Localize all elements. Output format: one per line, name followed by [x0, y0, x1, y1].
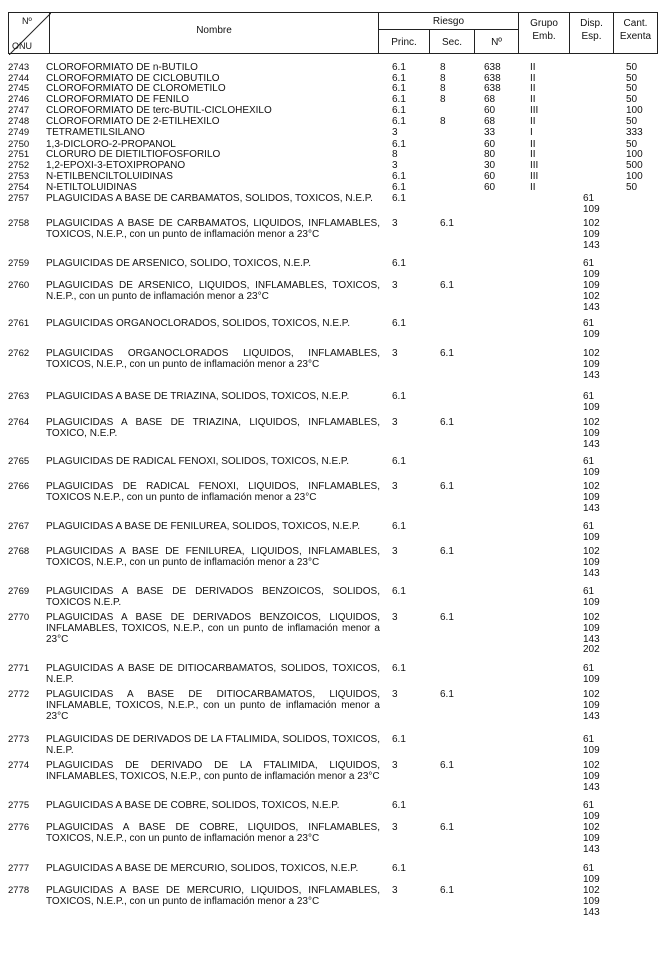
row-riesgo-principal: 3: [392, 822, 398, 833]
disposicion-code: 102: [583, 546, 600, 557]
row-riesgo-numero: 60: [484, 105, 496, 116]
row-name: PLAGUICIDAS DE RADICAL FENOXI, SOLIDOS, TOXICOS, N.E.P.: [46, 456, 350, 467]
row-name: 1,2-EPOXI-3-ETOXIPROPANO: [46, 160, 186, 171]
disposicion-code: 109: [583, 832, 600, 844]
table-header: [8, 12, 658, 54]
header-grupo-2: Emb.: [532, 31, 556, 42]
row-onu-number: 2749: [8, 127, 30, 138]
row-cantidad-exenta: 50: [626, 73, 638, 84]
header-disp-2: Esp.: [581, 31, 602, 42]
row-onu-number: 2747: [8, 105, 30, 116]
header-nombre-cell: [49, 12, 379, 54]
row-cantidad-exenta: 50: [626, 83, 638, 94]
disposicion-code: 102: [583, 348, 600, 359]
row-name: PLAGUICIDAS A BASE DE DERIVADOS BENZOICOS, LIQUIDOS, INFLAMABLES, TOXICOS, N.E.P., con un punto de inflamación menor a 23°C: [46, 612, 380, 645]
disposicion-code: 109: [583, 596, 600, 608]
row-riesgo-numero: 33: [484, 127, 496, 138]
row-riesgo-numero: 638: [484, 83, 501, 94]
disposicion-code: 61: [583, 193, 595, 204]
row-onu-number: 2750: [8, 139, 30, 150]
row-grupo-embalaje: II: [530, 139, 536, 150]
row-onu-number: 2752: [8, 160, 30, 171]
row-riesgo-principal: 6.1: [392, 94, 406, 105]
row-name: PLAGUICIDAS A BASE DE MERCURIO, LIQUIDOS, INFLAMABLES, TOXICOS, N.E.P., con un punto de inflamación menor a 23°C: [46, 885, 380, 907]
disposicion-code: 109: [583, 228, 600, 240]
header-num: Nº: [491, 37, 502, 48]
disposicion-code: 143: [583, 633, 600, 645]
disposicion-code: 109: [583, 531, 600, 543]
disposicion-code: 61: [583, 734, 595, 745]
row-disposiciones-especiales: [583, 864, 611, 886]
row-riesgo-principal: 6.1: [392, 171, 406, 182]
header-no: Nº: [22, 16, 32, 26]
disposicion-code: 109: [583, 873, 600, 885]
row-grupo-embalaje: I: [530, 127, 533, 138]
disposicion-code: 109: [583, 427, 600, 439]
row-riesgo-principal: 6.1: [392, 521, 406, 532]
header-grupo-cell: [518, 12, 570, 54]
row-disposiciones-especiales: [583, 547, 611, 579]
row-onu-number: 2769: [8, 586, 30, 597]
row-grupo-embalaje: III: [530, 160, 539, 171]
row-riesgo-secundario: 6.1: [440, 481, 454, 492]
row-onu-number: 2773: [8, 734, 30, 745]
row-onu-number: 2758: [8, 218, 30, 229]
row-name: PLAGUICIDAS A BASE DE DITIOCARBAMATOS, SOLIDOS, TOXICOS, N.E.P.: [46, 663, 380, 685]
row-disposiciones-especiales: [583, 761, 611, 793]
row-name: PLAGUICIDAS A BASE DE MERCURIO, SOLIDOS, TOXICOS, N.E.P.: [46, 863, 359, 874]
disposicion-code: 61: [583, 456, 595, 467]
header-disp-1: Disp.: [580, 18, 603, 29]
row-disposiciones-especiales: [583, 522, 611, 544]
row-riesgo-principal: 3: [392, 481, 398, 492]
header-nombre: Nombre: [196, 25, 232, 36]
disposicion-code: 102: [583, 822, 600, 833]
row-name: CLOROFORMIATO DE CICLOBUTILO: [46, 73, 220, 84]
disposicion-code: 109: [583, 401, 600, 413]
disposicion-code: 143: [583, 567, 600, 579]
row-cantidad-exenta: 100: [626, 149, 643, 160]
row-name: PLAGUICIDAS DE ARSENICO, LIQUIDOS, INFLAMABLES, TOXICOS, N.E.P., con un punto de inflamación menor a 23°C: [46, 280, 380, 302]
row-onu-number: 2744: [8, 73, 30, 84]
row-grupo-embalaje: II: [530, 62, 536, 73]
row-cantidad-exenta: 50: [626, 116, 638, 127]
row-onu-number: 2762: [8, 348, 30, 359]
row-riesgo-principal: 6.1: [392, 318, 406, 329]
row-disposiciones-especiales: [583, 664, 611, 686]
row-riesgo-principal: 6.1: [392, 182, 406, 193]
row-name: PLAGUICIDAS A BASE DE COBRE, LIQUIDOS, INFLAMABLES, TOXICOS, N.E.P., con un punto de inflamación menor a 23°C: [46, 822, 380, 844]
row-disposiciones-especiales: [583, 482, 611, 514]
row-name: PLAGUICIDAS DE DERIVADO DE LA FTALIMIDA, LIQUIDOS, INFLAMABLES, TOXICOS, N.E.P., con punto de inflamación menor a 23°C: [46, 760, 380, 782]
row-riesgo-principal: 6.1: [392, 586, 406, 597]
header-cant-2: Exenta: [619, 31, 652, 42]
row-cantidad-exenta: 333: [626, 127, 643, 138]
disposicion-code: 143: [583, 369, 600, 381]
row-onu-number: 2746: [8, 94, 30, 105]
row-riesgo-secundario: 6.1: [440, 689, 454, 700]
row-onu-number: 2745: [8, 83, 30, 94]
disposicion-code: 143: [583, 502, 600, 514]
row-riesgo-numero: 60: [484, 139, 496, 150]
row-riesgo-principal: 3: [392, 160, 398, 171]
disposicion-code: 61: [583, 586, 595, 597]
row-disposiciones-especiales: [583, 801, 611, 823]
row-riesgo-principal: 6.1: [392, 734, 406, 745]
row-onu-number: 2754: [8, 182, 30, 193]
row-grupo-embalaje: II: [530, 182, 536, 193]
disposicion-code: 202: [583, 644, 600, 656]
row-riesgo-principal: 6.1: [392, 863, 406, 874]
row-name: PLAGUICIDAS A BASE DE CARBAMATOS, LIQUIDOS, INFLAMABLES, TOXICOS, N.E.P., con un punto de inflamación menor a 23°C: [46, 218, 380, 240]
row-disposiciones-especiales: [583, 735, 611, 757]
row-riesgo-principal: 6.1: [392, 456, 406, 467]
disposicion-code: 102: [583, 689, 600, 700]
disposicion-code: 143: [583, 843, 600, 855]
row-riesgo-principal: 6.1: [392, 62, 406, 73]
disposicion-code: 109: [583, 673, 600, 685]
row-onu-number: 2772: [8, 689, 30, 700]
row-riesgo-principal: 3: [392, 689, 398, 700]
row-riesgo-secundario: 6.1: [440, 280, 454, 291]
disposicion-code: 109: [583, 328, 600, 340]
row-name: CLOROFORMIATO DE CLOROMETILO: [46, 83, 226, 94]
row-riesgo-numero: 638: [484, 73, 501, 84]
header-princ-cell: [378, 29, 430, 54]
row-name: CLOROFORMIATO DE 2-ETILHEXILO: [46, 116, 220, 127]
row-onu-number: 2768: [8, 546, 30, 557]
disposicion-code: 109: [583, 699, 600, 711]
disposicion-code: 102: [583, 481, 600, 492]
row-name: PLAGUICIDAS ORGANOCLORADOS, SOLIDOS, TOXICOS, N.E.P.: [46, 318, 350, 329]
header-no-cell: [8, 12, 50, 54]
row-disposiciones-especiales: [583, 194, 611, 216]
row-grupo-embalaje: II: [530, 149, 536, 160]
row-riesgo-principal: 6.1: [392, 139, 406, 150]
header-disp-cell: [569, 12, 614, 54]
row-onu-number: 2748: [8, 116, 30, 127]
row-onu-number: 2770: [8, 612, 30, 623]
row-cantidad-exenta: 50: [626, 139, 638, 150]
disposicion-code: 102: [583, 417, 600, 428]
row-riesgo-principal: 3: [392, 885, 398, 896]
disposicion-code: 143: [583, 301, 600, 313]
row-name: PLAGUICIDAS A BASE DE TRIAZINA, LIQUIDOS, INFLAMABLES, TOXICO, N.E.P.: [46, 417, 380, 439]
row-grupo-embalaje: III: [530, 171, 539, 182]
row-riesgo-secundario: 8: [440, 83, 446, 94]
row-grupo-embalaje: II: [530, 83, 536, 94]
row-cantidad-exenta: 100: [626, 105, 643, 116]
row-name: PLAGUICIDAS DE ARSENICO, SOLIDO, TOXICOS, N.E.P.: [46, 258, 312, 269]
disposicion-code: 102: [583, 885, 600, 896]
header-riesgo: Riesgo: [432, 16, 465, 27]
row-onu-number: 2757: [8, 193, 30, 204]
row-riesgo-principal: 8: [392, 149, 398, 160]
row-riesgo-secundario: 6.1: [440, 546, 454, 557]
disposicion-code: 61: [583, 318, 595, 329]
disposicion-code: 109: [583, 556, 600, 568]
row-disposiciones-especiales: [583, 886, 611, 918]
row-riesgo-numero: 60: [484, 171, 496, 182]
disposicion-code: 61: [583, 521, 595, 532]
row-disposiciones-especiales: [583, 613, 611, 656]
disposicion-code: 109: [583, 280, 600, 291]
row-disposiciones-especiales: [583, 349, 611, 381]
row-name: 1,3-DICLORO-2-PROPANOL: [46, 139, 176, 150]
row-name: CLOROFORMIATO DE terc-BUTIL-CICLOHEXILO: [46, 105, 272, 116]
row-disposiciones-especiales: [583, 259, 611, 281]
row-riesgo-principal: 6.1: [392, 258, 406, 269]
row-onu-number: 2771: [8, 663, 30, 674]
row-disposiciones-especiales: [583, 587, 611, 609]
row-onu-number: 2777: [8, 863, 30, 874]
row-riesgo-principal: 3: [392, 218, 398, 229]
row-grupo-embalaje: II: [530, 94, 536, 105]
header-riesgo-cell: [378, 12, 519, 30]
disposicion-code: 102: [583, 290, 600, 302]
disposicion-code: 102: [583, 760, 600, 771]
row-riesgo-secundario: 6.1: [440, 760, 454, 771]
row-name: N-ETILTOLUIDINAS: [46, 182, 137, 193]
disposicion-code: 109: [583, 203, 600, 215]
disposicion-code: 109: [583, 268, 600, 280]
header-sec-cell: [429, 29, 475, 54]
row-riesgo-secundario: 6.1: [440, 612, 454, 623]
row-disposiciones-especiales: [583, 418, 611, 450]
row-onu-number: 2767: [8, 521, 30, 532]
row-name: CLORURO DE DIETILTIOFOSFORILO: [46, 149, 221, 160]
row-name: PLAGUICIDAS A BASE DE FENILUREA, LIQUIDOS, INFLAMABLES, TOXICOS, N.E.P., con un punto de inflamación menor a 23°C: [46, 546, 380, 568]
row-riesgo-secundario: 8: [440, 116, 446, 127]
disposicion-code: 143: [583, 710, 600, 722]
disposicion-code: 61: [583, 863, 595, 874]
row-disposiciones-especiales: [583, 457, 611, 479]
row-name: PLAGUICIDAS A BASE DE FENILUREA, SOLIDOS, TOXICOS, N.E.P.: [46, 521, 360, 532]
disposicion-code: 61: [583, 391, 595, 402]
row-riesgo-numero: 68: [484, 116, 496, 127]
disposicion-code: 61: [583, 663, 595, 674]
row-onu-number: 2760: [8, 280, 30, 291]
header-cant-cell: [613, 12, 658, 54]
row-onu-number: 2743: [8, 62, 30, 73]
row-onu-number: 2766: [8, 481, 30, 492]
row-onu-number: 2761: [8, 318, 30, 329]
row-cantidad-exenta: 50: [626, 94, 638, 105]
row-onu-number: 2759: [8, 258, 30, 269]
row-onu-number: 2753: [8, 171, 30, 182]
row-cantidad-exenta: 100: [626, 171, 643, 182]
header-cant-1: Cant.: [623, 18, 648, 29]
row-riesgo-numero: 68: [484, 94, 496, 105]
disposicion-code: 109: [583, 358, 600, 370]
row-onu-number: 2778: [8, 885, 30, 896]
disposicion-code: 143: [583, 906, 600, 918]
row-onu-number: 2774: [8, 760, 30, 771]
row-riesgo-secundario: 8: [440, 94, 446, 105]
row-riesgo-principal: 3: [392, 546, 398, 557]
row-riesgo-secundario: 6.1: [440, 218, 454, 229]
row-name: PLAGUICIDAS A BASE DE CARBAMATOS, SOLIDOS, TOXICOS, N.E.P.: [46, 193, 373, 204]
header-grupo-1: Grupo: [530, 18, 558, 29]
row-cantidad-exenta: 50: [626, 182, 638, 193]
disposicion-code: 109: [583, 770, 600, 782]
row-riesgo-principal: 3: [392, 348, 398, 359]
row-disposiciones-especiales: [583, 690, 611, 722]
header-princ: Princ.: [391, 37, 417, 48]
row-riesgo-principal: 6.1: [392, 663, 406, 674]
row-riesgo-principal: 6.1: [392, 116, 406, 127]
row-onu-number: 2775: [8, 800, 30, 811]
row-grupo-embalaje: III: [530, 105, 539, 116]
row-riesgo-numero: 30: [484, 160, 496, 171]
row-riesgo-secundario: 6.1: [440, 885, 454, 896]
disposicion-code: 109: [583, 466, 600, 478]
disposicion-code: 143: [583, 239, 600, 251]
row-name: PLAGUICIDAS A BASE DE TRIAZINA, SOLIDOS, TOXICOS, N.E.P.: [46, 391, 350, 402]
disposicion-code: 61: [583, 258, 595, 269]
row-riesgo-principal: 3: [392, 417, 398, 428]
row-name: PLAGUICIDAS A BASE DE COBRE, SOLIDOS, TOXICOS, N.E.P.: [46, 800, 340, 811]
disposicion-code: 143: [583, 781, 600, 793]
disposicion-code: 109: [583, 622, 600, 634]
row-name: PLAGUICIDAS A BASE DE DERIVADOS BENZOICOS, SOLIDOS, TOXICOS N.E.P.: [46, 586, 380, 608]
disposicion-code: 109: [583, 895, 600, 907]
row-disposiciones-especiales: [583, 281, 611, 313]
row-onu-number: 2751: [8, 149, 30, 160]
row-name: CLOROFORMIATO DE FENILO: [46, 94, 189, 105]
row-disposiciones-especiales: [583, 392, 611, 414]
disposicion-code: 109: [583, 491, 600, 503]
row-grupo-embalaje: II: [530, 116, 536, 127]
row-disposiciones-especiales: [583, 219, 611, 251]
disposicion-code: 102: [583, 218, 600, 229]
row-cantidad-exenta: 50: [626, 62, 638, 73]
row-riesgo-numero: 638: [484, 62, 501, 73]
row-onu-number: 2765: [8, 456, 30, 467]
row-riesgo-secundario: 8: [440, 73, 446, 84]
row-name: CLOROFORMIATO DE n-BUTILO: [46, 62, 198, 73]
row-name: PLAGUICIDAS ORGANOCLORADOS LIQUIDOS, INFLAMABLES, TOXICOS, N.E.P., con un punto de inflamación menor a 23°C: [46, 348, 380, 370]
row-onu-number: 2763: [8, 391, 30, 402]
row-riesgo-principal: 6.1: [392, 193, 406, 204]
row-disposiciones-especiales: [583, 319, 611, 341]
row-riesgo-numero: 80: [484, 149, 496, 160]
disposicion-code: 61: [583, 800, 595, 811]
row-disposiciones-especiales: [583, 823, 611, 855]
disposicion-code: 102: [583, 612, 600, 623]
row-riesgo-secundario: 6.1: [440, 348, 454, 359]
row-riesgo-secundario: 6.1: [440, 822, 454, 833]
disposicion-code: 143: [583, 438, 600, 450]
row-riesgo-principal: 6.1: [392, 83, 406, 94]
row-riesgo-secundario: 8: [440, 62, 446, 73]
disposicion-code: 109: [583, 744, 600, 756]
row-riesgo-secundario: 6.1: [440, 417, 454, 428]
row-name: PLAGUICIDAS DE RADICAL FENOXI, LIQUIDOS, INFLAMABLES, TOXICOS N.E.P., con un punto de inflamación menor a 23°C: [46, 481, 380, 503]
row-riesgo-principal: 3: [392, 612, 398, 623]
row-riesgo-principal: 3: [392, 127, 398, 138]
row-riesgo-principal: 6.1: [392, 800, 406, 811]
row-riesgo-principal: 3: [392, 760, 398, 771]
row-name: N-ETILBENCILTOLUIDINAS: [46, 171, 173, 182]
header-onu: ONU: [12, 41, 32, 51]
row-cantidad-exenta: 500: [626, 160, 643, 171]
row-name: PLAGUICIDAS A BASE DE DITIOCARBAMATOS, LIQUIDOS, INFLAMABLE, TOXICOS, N.E.P., con un punto de inflamación menor a 23°C: [46, 689, 380, 722]
row-riesgo-principal: 6.1: [392, 73, 406, 84]
row-onu-number: 2776: [8, 822, 30, 833]
row-grupo-embalaje: II: [530, 73, 536, 84]
row-name: TETRAMETILSILANO: [46, 127, 145, 138]
row-riesgo-principal: 3: [392, 280, 398, 291]
header-sec: Sec.: [441, 37, 462, 48]
row-riesgo-principal: 6.1: [392, 391, 406, 402]
row-onu-number: 2764: [8, 417, 30, 428]
row-riesgo-principal: 6.1: [392, 105, 406, 116]
row-riesgo-numero: 60: [484, 182, 496, 193]
row-name: PLAGUICIDAS DE DERIVADOS DE LA FTALIMIDA, SOLIDOS, TOXICOS, N.E.P.: [46, 734, 380, 756]
header-num-cell: [474, 29, 519, 54]
disposicion-code: 109: [583, 810, 600, 822]
